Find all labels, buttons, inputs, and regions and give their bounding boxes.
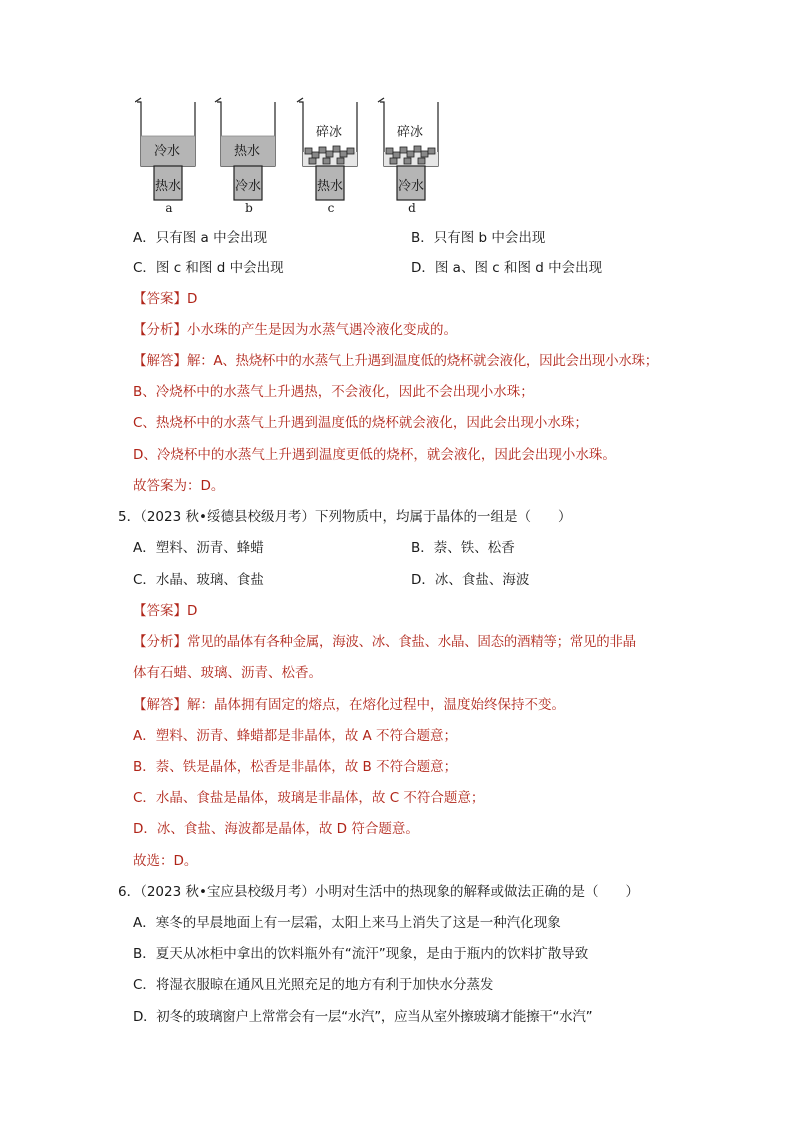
q5-solution	[133, 695, 565, 715]
q6-stem: 6．（2023 秋•宝应县校级月考）小明对生活中的热现象的解释或做法正确的是（ ）	[118, 884, 639, 900]
q5-solution-b: B．萘、铁是晶体，松香是非晶体，故 B 不符合题意；	[133, 759, 458, 775]
q4-option-d: D．图 a、图 c 和图 d 中会出现	[411, 260, 603, 276]
q6-option-d: D．初冬的玻璃窗户上常常会有一层“水汽”，应当从室外擦玻璃才能擦干“水汽”	[133, 1009, 593, 1025]
q5-conclusion: 故选：D。	[133, 853, 198, 869]
q5-option-d: D．冰、食盐、海波	[411, 572, 530, 588]
answer-value: D	[187, 603, 198, 619]
q5-option-c: C．水晶、玻璃、食盐	[133, 572, 264, 588]
q5-solution-a: A．塑料、沥青、蜂蜡都是非晶体，故 A 不符合题意；	[133, 728, 458, 744]
q4-option-a: A．只有图 a 中会出现	[133, 230, 268, 246]
beaker-d-top-label: 碎冰	[397, 125, 424, 140]
beaker-c-sublabel: c	[327, 201, 335, 215]
q5-solution-d: D．冰、食盐、海波都是晶体，故 D 符合题意。	[133, 821, 419, 837]
beaker-b-sublabel: b	[245, 201, 253, 215]
q4-analysis	[133, 320, 457, 340]
beaker-d-sublabel: d	[408, 201, 416, 215]
q5-stem: 5．（2023 秋•绥德县校级月考）下列物质中，均属于晶体的一组是（ ）	[118, 509, 572, 525]
solution-tag: 【解答】	[133, 353, 187, 369]
analysis-tag: 【分析】	[133, 322, 187, 338]
analysis-text-1: 常见的晶体有各种金属，海波、冰、食盐、水晶、固态的酒精等；常见的非晶	[187, 634, 636, 650]
answer-value: D	[187, 291, 198, 307]
solution-intro: 解：晶体拥有固定的熔点，在熔化过程中，温度始终保持不变。	[187, 697, 565, 713]
analysis-tag: 【分析】	[133, 634, 187, 650]
q4-solution-d: D、冷烧杯中的水蒸气上升遇到温度更低的烧杯，就会液化，因此会出现小水珠。	[133, 447, 616, 463]
answer-tag: 【答案】	[133, 603, 187, 619]
solution-tag: 【解答】	[133, 697, 187, 713]
beaker-d-bottom-label: 冷水	[398, 179, 425, 194]
beaker-diagram	[135, 96, 445, 221]
beaker-b-top-label: 热水	[234, 144, 261, 159]
q6-option-b: B．夏天从冰柜中拿出的饮料瓶外有“流汗”现象，是由于瓶内的饮料扩散导致	[133, 946, 589, 962]
beaker-a-top-label: 冷水	[154, 144, 181, 159]
beaker-a	[135, 98, 195, 200]
beaker-c-bottom-label: 热水	[317, 179, 344, 194]
q5-solution-c: C．水晶、食盐是晶体，玻璃是非晶体，故 C 不符合题意；	[133, 790, 485, 806]
beaker-a-bottom-label: 热水	[155, 179, 182, 194]
q5-analysis	[133, 632, 636, 652]
beaker-b-bottom-label: 冷水	[235, 179, 262, 194]
q4-solution	[133, 351, 658, 371]
beaker-d	[378, 98, 438, 200]
analysis-text: 小水珠的产生是因为水蒸气遇冷液化变成的。	[187, 322, 457, 338]
q6-option-a: A．寒冬的早晨地面上有一层霜，太阳上来马上消失了这是一种汽化现象	[133, 915, 561, 931]
q6-option-c: C．将湿衣服晾在通风且光照充足的地方有利于加快水分蒸发	[133, 977, 494, 993]
beaker-c	[297, 98, 357, 200]
q4-option-b: B．只有图 b 中会出现	[411, 230, 546, 246]
q4-solution-c: C、热烧杯中的水蒸气上升遇到温度低的烧杯就会液化，因此会出现小水珠；	[133, 415, 588, 431]
beaker-a-sublabel: a	[165, 201, 173, 215]
q4-answer	[133, 289, 197, 309]
answer-tag: 【答案】	[133, 291, 187, 307]
q5-answer	[133, 601, 197, 621]
q4-conclusion: 故答案为：D。	[133, 478, 225, 494]
q5-option-b: B．萘、铁、松香	[411, 540, 515, 556]
q5-option-a: A．塑料、沥青、蜂蜡	[133, 540, 264, 556]
beaker-c-top-label: 碎冰	[316, 125, 343, 140]
q4-option-c: C．图 c 和图 d 中会出现	[133, 260, 284, 276]
beaker-b	[215, 98, 275, 200]
solution-intro: 解：A、热烧杯中的水蒸气上升遇到温度低的烧杯就会液化，因此会出现小水珠；	[187, 353, 658, 369]
q5-analysis-2: 体有石蜡、玻璃、沥青、松香。	[133, 665, 322, 681]
q4-solution-b: B、冷烧杯中的水蒸气上升遇热，不会液化，因此不会出现小水珠；	[133, 384, 534, 400]
beaker-figure	[135, 96, 445, 221]
